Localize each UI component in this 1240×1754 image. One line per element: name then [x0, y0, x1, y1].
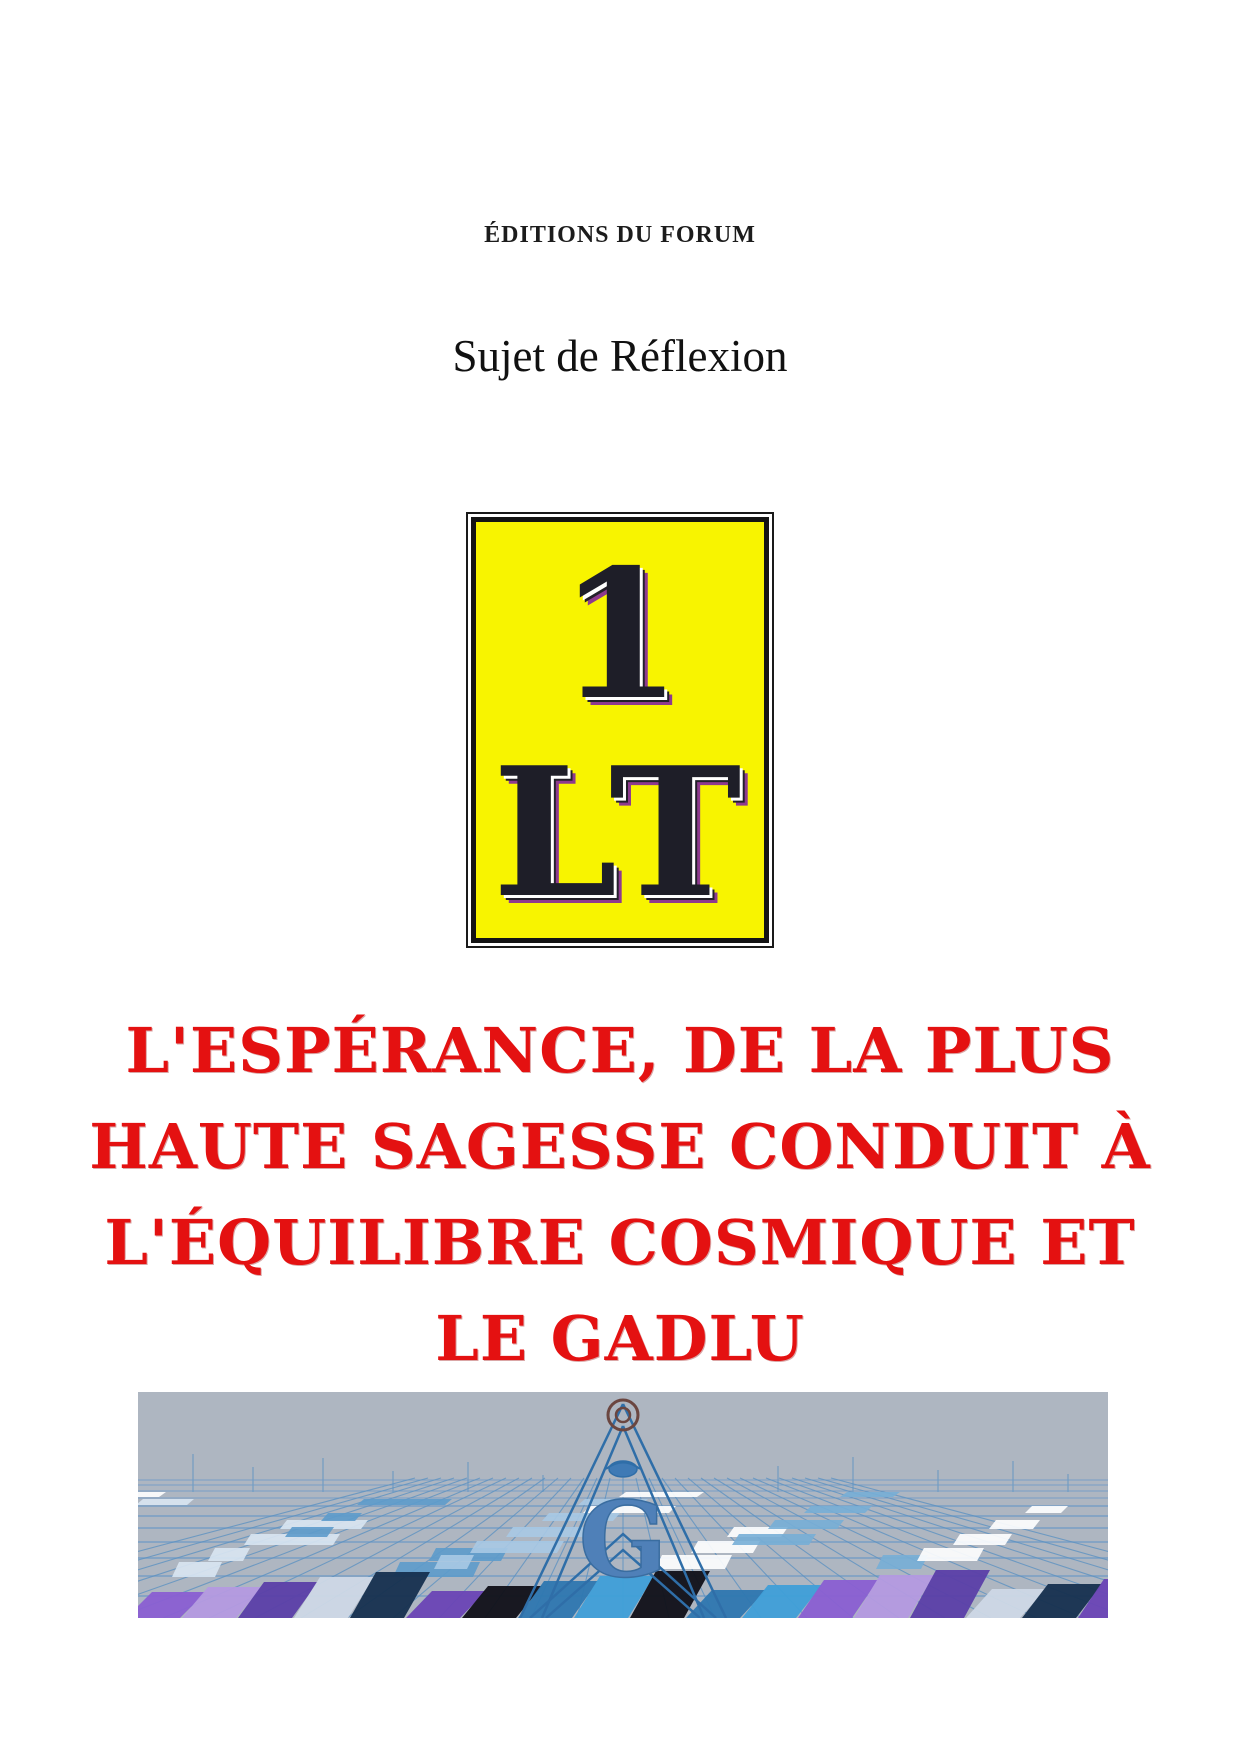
publisher-logo	[471, 517, 769, 943]
logo-initials: LT	[492, 728, 748, 937]
g-letter: G	[578, 1478, 668, 1601]
page-subtitle: Sujet de Réflexion	[452, 331, 788, 381]
publisher-name: ÉDITIONS DU FORUM	[484, 222, 756, 248]
cover-illustration	[138, 1392, 1108, 1618]
book-title	[0, 1002, 1240, 1386]
banner-art	[138, 1392, 1108, 1618]
logo-number: 1	[558, 530, 682, 740]
title-line-2: HAUTE SAGESSE CONDUIT À	[89, 1109, 1151, 1183]
title-line-1: L'ESPÉRANCE, DE LA PLUS	[125, 1013, 1115, 1087]
title-line-3: L'ÉQUILIBRE COSMIQUE ET	[104, 1205, 1136, 1279]
title-line-4: LE GADLU	[435, 1301, 805, 1375]
